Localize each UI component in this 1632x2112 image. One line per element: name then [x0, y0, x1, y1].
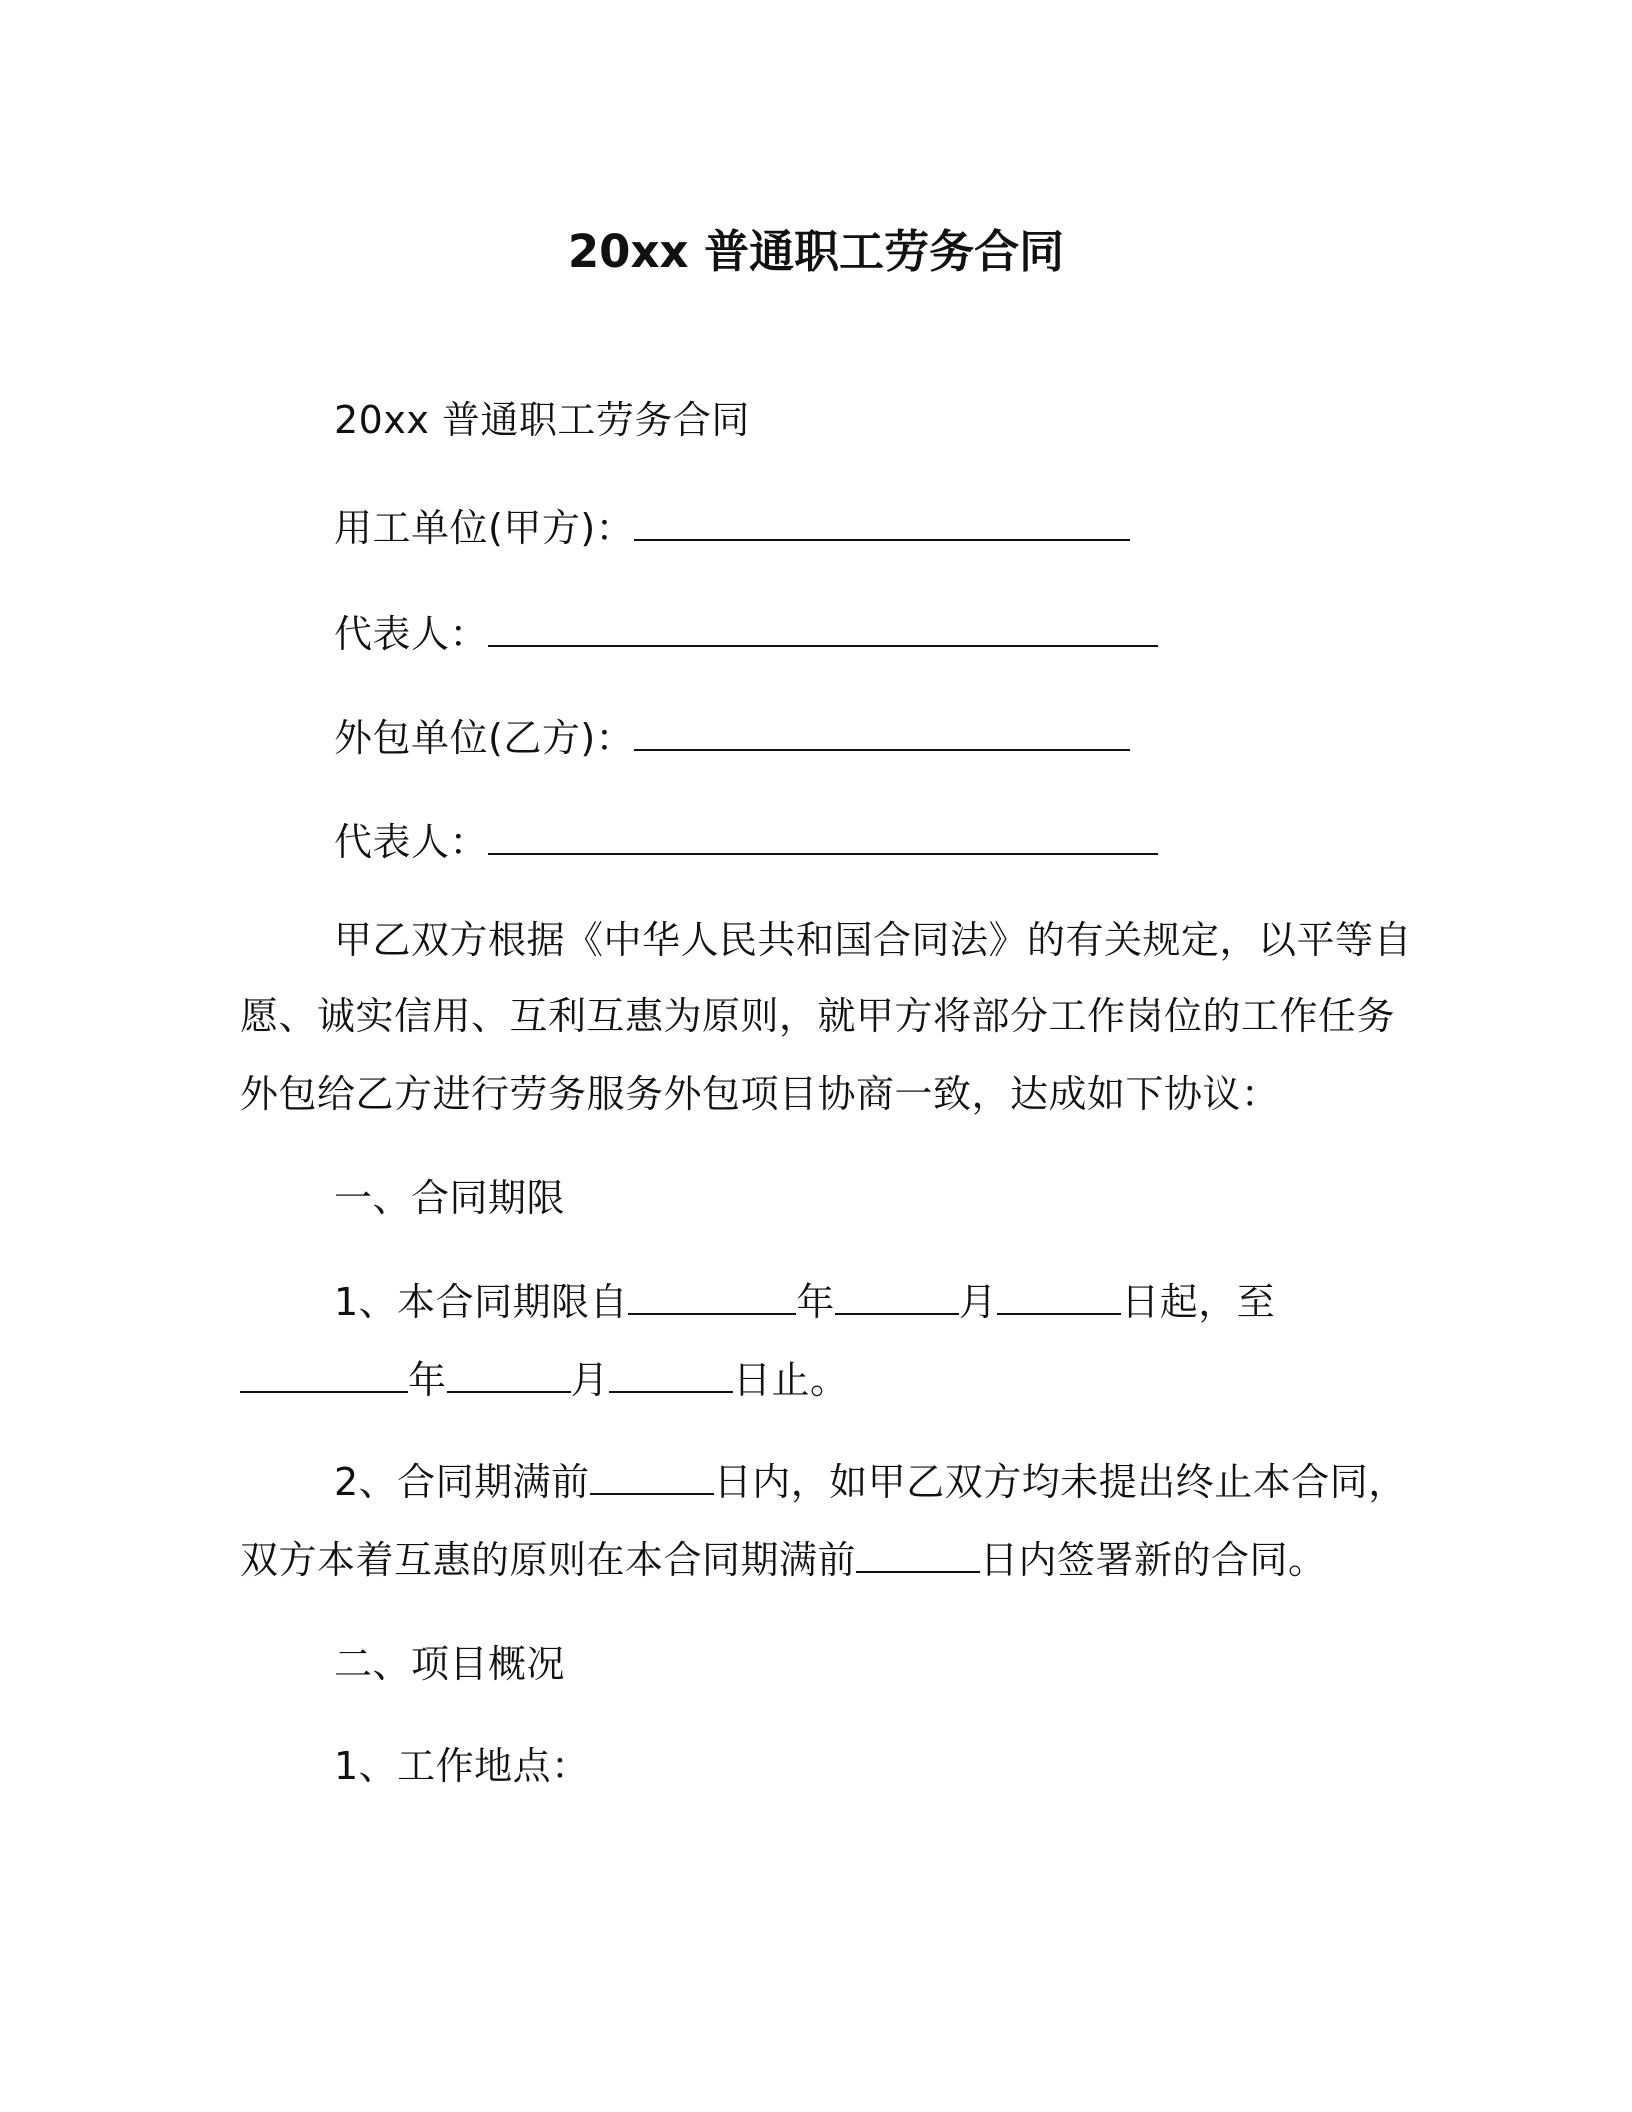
contractor-blank[interactable]	[634, 715, 1130, 751]
contractor-label: 外包单位(乙方)：	[334, 716, 635, 760]
start-month-unit: 月	[958, 1280, 998, 1324]
renewal-mid: 日内，如甲乙双方均未提出终止本合同，	[713, 1460, 1407, 1504]
section-2-heading: 二、项目概况	[334, 1642, 566, 1686]
renewal-line2-prefix: 双方本着互惠的原则在本合同期满前	[240, 1538, 857, 1582]
preamble-line-3: 外包给乙方进行劳务服务外包项目协商一致，达成如下协议：	[240, 1072, 1280, 1116]
renewal-line-2	[240, 1534, 1327, 1586]
document-subtitle: 20xx 普通职工劳务合同	[334, 398, 750, 442]
end-month-unit: 月	[570, 1358, 610, 1402]
renewal-days-blank-1[interactable]	[590, 1459, 714, 1495]
end-year-blank[interactable]	[240, 1357, 408, 1393]
start-day-unit: 日起，至	[1121, 1280, 1276, 1324]
employer-blank[interactable]	[634, 505, 1130, 541]
contractor-rep-field	[334, 816, 1158, 868]
end-year-unit: 年	[408, 1358, 447, 1402]
preamble-line-2: 愿、诚实信用、互利互惠为原则，就甲方将部分工作岗位的工作任务	[240, 994, 1396, 1038]
renewal-line2-suffix: 日内签署新的合同。	[980, 1538, 1327, 1582]
end-day-blank[interactable]	[609, 1357, 733, 1393]
employer-rep-blank[interactable]	[488, 611, 1158, 647]
start-day-blank[interactable]	[997, 1279, 1121, 1315]
preamble-line-1: 甲乙双方根据《中华人民共和国合同法》的有关规定，以平等自	[334, 918, 1413, 962]
end-day-unit: 日止。	[733, 1358, 849, 1402]
renewal-line-1	[334, 1456, 1407, 1508]
document-title: 20xx 普通职工劳务合同	[567, 225, 1065, 278]
employer-label: 用工单位(甲方)：	[334, 506, 635, 550]
term-line-1	[334, 1276, 1275, 1328]
section-1-heading: 一、合同期限	[334, 1176, 566, 1220]
contractor-rep-blank[interactable]	[488, 819, 1158, 855]
work-location-item: 1、工作地点：	[334, 1744, 590, 1788]
employer-field	[334, 502, 1130, 554]
term-line-2	[240, 1354, 849, 1406]
contractor-rep-label: 代表人：	[334, 820, 489, 864]
start-year-unit: 年	[796, 1280, 835, 1324]
start-year-blank[interactable]	[628, 1279, 796, 1315]
renewal-days-blank-2[interactable]	[856, 1537, 980, 1573]
end-month-blank[interactable]	[447, 1357, 571, 1393]
term-prefix: 1、本合同期限自	[334, 1280, 629, 1324]
renewal-prefix: 2、合同期满前	[334, 1460, 590, 1504]
start-month-blank[interactable]	[835, 1279, 959, 1315]
employer-rep-label: 代表人：	[334, 612, 489, 656]
contractor-field	[334, 712, 1130, 764]
employer-rep-field	[334, 608, 1158, 660]
